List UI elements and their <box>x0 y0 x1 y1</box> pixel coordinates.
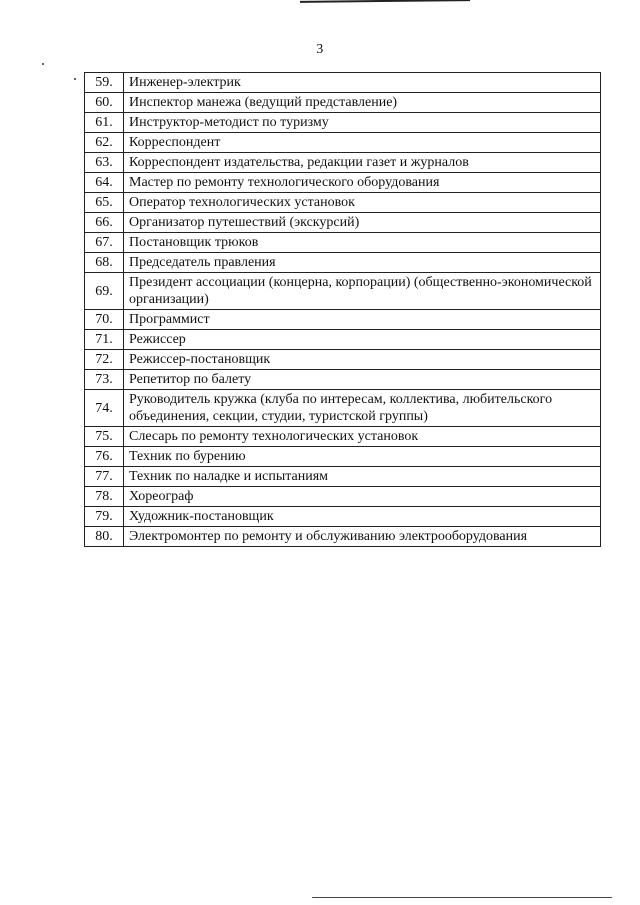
table-row <box>85 390 601 427</box>
row-number: 60. <box>85 93 124 113</box>
row-number: 73. <box>85 370 124 390</box>
table-row <box>85 370 601 390</box>
table-row <box>85 427 601 447</box>
row-number: 78. <box>85 487 124 507</box>
row-number: 76. <box>85 447 124 467</box>
row-number: 64. <box>85 173 124 193</box>
position-title: Режиссер-постановщик <box>124 350 601 370</box>
position-title: Техник по бурению <box>124 447 601 467</box>
scan-artifact-dot <box>74 78 76 80</box>
position-title: Программист <box>124 310 601 330</box>
position-title: Художник-постановщик <box>124 507 601 527</box>
table-row <box>85 310 601 330</box>
position-title: Корреспондент издательства, редакции газет и журналов <box>124 153 601 173</box>
row-number: 77. <box>85 467 124 487</box>
table-row <box>85 507 601 527</box>
row-number: 79. <box>85 507 124 527</box>
row-number: 69. <box>85 273 124 310</box>
table-row <box>85 273 601 310</box>
row-number: 74. <box>85 390 124 427</box>
row-number: 75. <box>85 427 124 447</box>
scan-artifact-line <box>300 0 470 3</box>
table-row <box>85 233 601 253</box>
position-title: Президент ассоциации (концерна, корпорации) (общественно-экономической организации) <box>124 273 601 310</box>
table-row <box>85 467 601 487</box>
table-row <box>85 133 601 153</box>
position-title: Корреспондент <box>124 133 601 153</box>
row-number: 80. <box>85 527 124 547</box>
row-number: 72. <box>85 350 124 370</box>
row-number: 70. <box>85 310 124 330</box>
table-row <box>85 527 601 547</box>
table-row <box>85 447 601 467</box>
table-row <box>85 487 601 507</box>
table-row <box>85 73 601 93</box>
row-number: 65. <box>85 193 124 213</box>
position-title: Электромонтер по ремонту и обслуживанию электрооборудования <box>124 527 601 547</box>
row-number: 66. <box>85 213 124 233</box>
position-title: Постановщик трюков <box>124 233 601 253</box>
row-number: 59. <box>85 73 124 93</box>
table-row <box>85 213 601 233</box>
position-title: Организатор путешествий (экскурсий) <box>124 213 601 233</box>
scan-artifact-line <box>312 897 612 898</box>
row-number: 62. <box>85 133 124 153</box>
row-number: 68. <box>85 253 124 273</box>
row-number: 61. <box>85 113 124 133</box>
table-row <box>85 153 601 173</box>
position-title: Режиссер <box>124 330 601 350</box>
positions-table <box>84 72 601 547</box>
row-number: 67. <box>85 233 124 253</box>
position-title: Слесарь по ремонту технологических установок <box>124 427 601 447</box>
table-row <box>85 93 601 113</box>
position-title: Техник по наладке и испытаниям <box>124 467 601 487</box>
position-title: Репетитор по балету <box>124 370 601 390</box>
table-row <box>85 173 601 193</box>
position-title: Хореограф <box>124 487 601 507</box>
table-row <box>85 193 601 213</box>
page-number: 3 <box>316 42 324 57</box>
scan-artifact-dot <box>42 63 44 65</box>
position-title: Председатель правления <box>124 253 601 273</box>
table-row <box>85 253 601 273</box>
table-row <box>85 350 601 370</box>
position-title: Оператор технологических установок <box>124 193 601 213</box>
position-title: Мастер по ремонту технологического оборудования <box>124 173 601 193</box>
position-title: Инспектор манежа (ведущий представление) <box>124 93 601 113</box>
row-number: 71. <box>85 330 124 350</box>
table-row <box>85 113 601 133</box>
position-title: Инструктор-методист по туризму <box>124 113 601 133</box>
position-title: Руководитель кружка (клуба по интересам, коллектива, любительского объединения, секции, студии, туристской группы) <box>124 390 601 427</box>
table-row <box>85 330 601 350</box>
position-title: Инженер-электрик <box>124 73 601 93</box>
row-number: 63. <box>85 153 124 173</box>
